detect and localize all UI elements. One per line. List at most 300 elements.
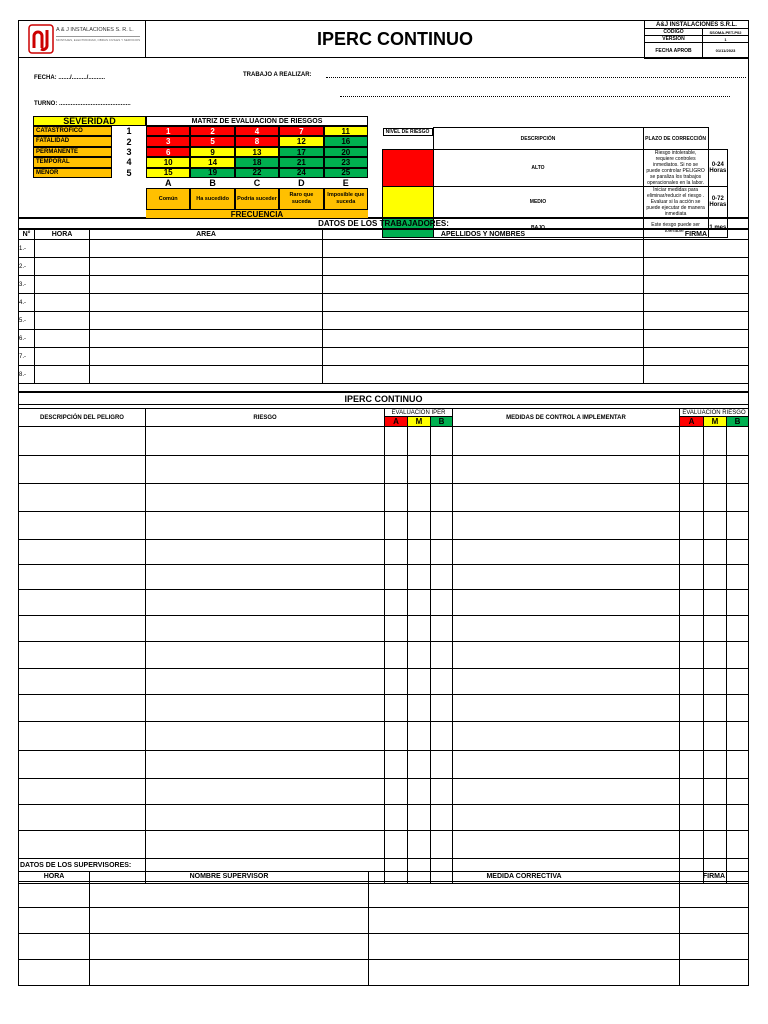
- iperc-cell[interactable]: [680, 427, 704, 456]
- frequency-letter: E: [342, 178, 349, 188]
- workers-table: [18, 229, 749, 384]
- iperc-cell[interactable]: [704, 456, 727, 484]
- iperc-cell[interactable]: [146, 565, 385, 590]
- iperc-cell[interactable]: [19, 512, 146, 540]
- iperc-cell[interactable]: [453, 642, 680, 669]
- iperc-cell[interactable]: [727, 565, 749, 590]
- iperc-cell[interactable]: [146, 722, 385, 751]
- iperc-cell[interactable]: [727, 722, 749, 751]
- iperc-cell[interactable]: [385, 540, 408, 565]
- matrix-cell: 11: [324, 126, 368, 136]
- supervisor-cell[interactable]: [90, 882, 369, 908]
- worker-cell[interactable]: [644, 312, 749, 330]
- matrix-cell: 16: [324, 136, 368, 146]
- iperc-row: [19, 427, 749, 456]
- iperc-cell[interactable]: [680, 805, 704, 831]
- eval-riesgo-a: A: [680, 417, 704, 427]
- worker-cell[interactable]: [644, 348, 749, 366]
- trabajo-line-2[interactable]: [340, 89, 730, 97]
- version-value: 1: [703, 36, 749, 43]
- iperc-cell[interactable]: [19, 427, 146, 456]
- iperc-cell[interactable]: [431, 669, 453, 695]
- iperc-cell[interactable]: [19, 540, 146, 565]
- iperc-cell[interactable]: [19, 805, 146, 831]
- matrix-cell: 17: [279, 147, 323, 157]
- iperc-cell[interactable]: [408, 512, 431, 540]
- iperc-cell[interactable]: [19, 456, 146, 484]
- iperc-cell[interactable]: [146, 805, 385, 831]
- worker-cell[interactable]: [323, 312, 644, 330]
- iperc-cell[interactable]: [680, 512, 704, 540]
- worker-cell[interactable]: [323, 258, 644, 276]
- severity-number: 2: [126, 136, 132, 147]
- iperc-cell[interactable]: [680, 669, 704, 695]
- iperc-cell[interactable]: [385, 512, 408, 540]
- iperc-cell[interactable]: [408, 805, 431, 831]
- frequency-letter: C: [253, 178, 261, 188]
- worker-cell[interactable]: [90, 330, 323, 348]
- iperc-cell[interactable]: [704, 751, 727, 779]
- worker-cell[interactable]: [644, 240, 749, 258]
- frequency-letters: [146, 178, 368, 188]
- iperc-cell[interactable]: [453, 779, 680, 805]
- iperc-row: [19, 722, 749, 751]
- iperc-cell[interactable]: [431, 695, 453, 722]
- iperc-cell[interactable]: [146, 779, 385, 805]
- iperc-cell[interactable]: [453, 565, 680, 590]
- iperc-cell[interactable]: [453, 540, 680, 565]
- worker-cell[interactable]: [90, 312, 323, 330]
- legend-plazo: 0-72 Horas: [708, 187, 727, 218]
- supervisor-cell[interactable]: [369, 960, 680, 986]
- iperc-cell[interactable]: [146, 484, 385, 512]
- worker-cell[interactable]: [35, 276, 90, 294]
- iperc-cell[interactable]: [385, 669, 408, 695]
- severity-label: CATASTROFICO: [33, 126, 112, 136]
- iperc-cell[interactable]: [453, 427, 680, 456]
- severidad-title: SEVERIDAD: [33, 116, 146, 126]
- iperc-cell[interactable]: [727, 427, 749, 456]
- iperc-cell[interactable]: [431, 616, 453, 642]
- iperc-header-riesgo: RIESGO: [146, 409, 385, 427]
- risk-matrix: [33, 126, 368, 178]
- supervisor-cell[interactable]: [369, 882, 680, 908]
- iperc-cell[interactable]: [146, 642, 385, 669]
- iperc-cell[interactable]: [704, 512, 727, 540]
- iperc-cell[interactable]: [385, 565, 408, 590]
- worker-row: [19, 312, 749, 330]
- iperc-cell[interactable]: [19, 590, 146, 616]
- worker-cell[interactable]: [90, 276, 323, 294]
- iperc-row: [19, 540, 749, 565]
- iperc-cell[interactable]: [431, 590, 453, 616]
- iperc-cell[interactable]: [727, 751, 749, 779]
- supervisor-cell[interactable]: [680, 882, 749, 908]
- workers-header-hora: HORA: [35, 230, 90, 240]
- iperc-cell[interactable]: [704, 484, 727, 512]
- supervisor-cell[interactable]: [19, 908, 90, 934]
- iperc-cell[interactable]: [704, 642, 727, 669]
- worker-row: [19, 240, 749, 258]
- worker-cell[interactable]: [644, 294, 749, 312]
- workers-spacer: [18, 382, 749, 392]
- worker-cell[interactable]: [35, 258, 90, 276]
- supervisor-cell[interactable]: [680, 934, 749, 960]
- workers-header-num: N°: [19, 230, 35, 240]
- iperc-cell[interactable]: [453, 484, 680, 512]
- workers-header-area: AREA: [90, 230, 323, 240]
- workers-header-firma: FIRMA: [644, 230, 749, 240]
- matrix-title: MATRIZ DE EVALUACION DE RIESGOS: [146, 116, 368, 126]
- iperc-cell[interactable]: [385, 831, 408, 859]
- worker-cell[interactable]: [35, 240, 90, 258]
- iperc-cell[interactable]: [385, 590, 408, 616]
- iperc-cell[interactable]: [680, 484, 704, 512]
- fecha-aprob-label: FECHA APROB: [645, 43, 703, 59]
- legend-swatch-yellow: [383, 187, 434, 218]
- worker-cell[interactable]: [644, 276, 749, 294]
- iperc-cell[interactable]: [704, 590, 727, 616]
- eval-riesgo-b: B: [727, 417, 749, 427]
- trabajo-label: TRABAJO A REALIZAR:: [243, 72, 312, 78]
- legend-row-medio: [383, 187, 728, 218]
- iperc-cell[interactable]: [680, 456, 704, 484]
- iperc-cell[interactable]: [680, 616, 704, 642]
- supervisor-cell[interactable]: [90, 934, 369, 960]
- company-logo: [28, 24, 54, 54]
- legend-swatch-red: [383, 150, 434, 187]
- iperc-cell[interactable]: [408, 669, 431, 695]
- sup-header-nombre: NOMBRE SUPERVISOR: [90, 872, 369, 882]
- iperc-cell[interactable]: [680, 751, 704, 779]
- iperc-cell[interactable]: [385, 751, 408, 779]
- iperc-cell[interactable]: [727, 805, 749, 831]
- codigo-label: CODIGO: [645, 29, 703, 36]
- supervisors-table: [18, 871, 749, 986]
- iperc-cell[interactable]: [431, 427, 453, 456]
- version-label: VERSION: [645, 36, 703, 43]
- turno-field[interactable]: TURNO: ...........................................: [34, 101, 131, 107]
- iperc-cell[interactable]: [431, 540, 453, 565]
- sup-header-hora: HORA: [19, 872, 90, 882]
- worker-cell[interactable]: [644, 258, 749, 276]
- iperc-cell[interactable]: [727, 669, 749, 695]
- iperc-cell[interactable]: [408, 484, 431, 512]
- worker-cell[interactable]: [323, 276, 644, 294]
- worker-row-number: 2.-: [19, 258, 35, 276]
- iperc-cell[interactable]: [704, 805, 727, 831]
- legend-level: ALTO: [433, 150, 643, 187]
- matrix-cell: 9: [190, 147, 234, 157]
- iperc-row: [19, 669, 749, 695]
- supervisor-cell[interactable]: [19, 934, 90, 960]
- matrix-cell: 15: [146, 168, 190, 178]
- iperc-cell[interactable]: [453, 669, 680, 695]
- worker-cell[interactable]: [90, 240, 323, 258]
- iperc-cell[interactable]: [680, 590, 704, 616]
- supervisor-cell[interactable]: [680, 908, 749, 934]
- iperc-cell[interactable]: [19, 751, 146, 779]
- iperc-cell[interactable]: [453, 616, 680, 642]
- iperc-cell[interactable]: [704, 722, 727, 751]
- supervisor-row: [19, 908, 749, 934]
- iperc-cell[interactable]: [19, 669, 146, 695]
- fecha-field[interactable]: FECHA: ......./........./..........: [34, 75, 106, 81]
- legend-desc: Riesgo intolerable, requiere controles inmediatos. Si no se puede controlar PELIGRO se paraliza los trabajos operacionales en la labor.: [643, 150, 708, 187]
- iperc-row: [19, 456, 749, 484]
- iperc-cell[interactable]: [431, 642, 453, 669]
- worker-cell[interactable]: [35, 312, 90, 330]
- iperc-cell[interactable]: [453, 590, 680, 616]
- supervisor-row: [19, 882, 749, 908]
- worker-cell[interactable]: [35, 366, 90, 384]
- iperc-cell[interactable]: [146, 751, 385, 779]
- iperc-cell[interactable]: [408, 456, 431, 484]
- worker-cell[interactable]: [323, 366, 644, 384]
- legend-desc: Este riesgo puede ser tolerable .: [643, 218, 708, 238]
- worker-cell[interactable]: [323, 330, 644, 348]
- iperc-cell[interactable]: [19, 831, 146, 859]
- iperc-cell[interactable]: [453, 831, 680, 859]
- iperc-cell[interactable]: [19, 616, 146, 642]
- iperc-cell[interactable]: [453, 805, 680, 831]
- iperc-cell[interactable]: [408, 616, 431, 642]
- iperc-title: IPERC CONTINUO: [18, 392, 749, 405]
- iperc-cell[interactable]: [727, 512, 749, 540]
- matrix-cell: 1: [146, 126, 190, 136]
- iperc-cell[interactable]: [431, 831, 453, 859]
- supervisor-cell[interactable]: [369, 934, 680, 960]
- worker-cell[interactable]: [323, 348, 644, 366]
- supervisor-cell[interactable]: [369, 908, 680, 934]
- legend-desc: Iniciar medidas para eliminar/reducir el riesgo . Evaluar si la acción se puede ejecutar de manera inmediata: [643, 187, 708, 218]
- matrix-cell: 18: [235, 157, 279, 167]
- iperc-cell[interactable]: [19, 722, 146, 751]
- frequency-label: Podría suceder: [235, 188, 279, 210]
- severity-label: FATALIDAD: [33, 136, 112, 146]
- iperc-row: [19, 484, 749, 512]
- iperc-cell[interactable]: [431, 805, 453, 831]
- iperc-cell[interactable]: [408, 751, 431, 779]
- worker-cell[interactable]: [644, 366, 749, 384]
- iperc-cell[interactable]: [19, 642, 146, 669]
- iperc-cell[interactable]: [146, 616, 385, 642]
- severity-number: 1: [126, 126, 132, 137]
- iperc-cell[interactable]: [431, 512, 453, 540]
- iperc-cell[interactable]: [385, 722, 408, 751]
- worker-cell[interactable]: [90, 294, 323, 312]
- sup-header-medida: MEDIDA CORRECTIVA: [369, 872, 680, 882]
- iperc-cell[interactable]: [727, 695, 749, 722]
- worker-cell[interactable]: [35, 348, 90, 366]
- iperc-cell[interactable]: [431, 565, 453, 590]
- iperc-cell[interactable]: [408, 540, 431, 565]
- iperc-cell[interactable]: [408, 831, 431, 859]
- iperc-cell[interactable]: [453, 456, 680, 484]
- iperc-cell[interactable]: [704, 616, 727, 642]
- iperc-cell[interactable]: [453, 751, 680, 779]
- iperc-cell[interactable]: [19, 695, 146, 722]
- document-title: IPERC CONTINUO: [316, 28, 473, 49]
- worker-cell[interactable]: [35, 294, 90, 312]
- iperc-cell[interactable]: [727, 831, 749, 859]
- iperc-cell[interactable]: [680, 831, 704, 859]
- iperc-cell[interactable]: [727, 540, 749, 565]
- worker-cell[interactable]: [323, 294, 644, 312]
- iperc-cell[interactable]: [431, 456, 453, 484]
- supervisor-cell[interactable]: [90, 960, 369, 986]
- iperc-table: [18, 408, 749, 884]
- iperc-cell[interactable]: [146, 512, 385, 540]
- iperc-cell[interactable]: [704, 565, 727, 590]
- supervisor-cell[interactable]: [90, 908, 369, 934]
- iperc-cell[interactable]: [146, 831, 385, 859]
- iperc-cell[interactable]: [727, 456, 749, 484]
- worker-row-number: 1.-: [19, 240, 35, 258]
- iperc-cell[interactable]: [146, 590, 385, 616]
- matrix-cell: 23: [324, 157, 368, 167]
- matrix-cell: 19: [190, 168, 234, 178]
- matrix-cell: 6: [146, 147, 190, 157]
- supervisors-title: DATOS DE LOS SUPERVISORES:: [20, 862, 132, 869]
- worker-cell[interactable]: [35, 330, 90, 348]
- worker-cell[interactable]: [90, 366, 323, 384]
- matrix-cell: 24: [279, 168, 323, 178]
- severity-label: TEMPORAL: [33, 157, 112, 167]
- eval-iper-b: B: [431, 417, 453, 427]
- iperc-row: [19, 779, 749, 805]
- frequency-label: Raro que suceda: [279, 188, 323, 210]
- iperc-cell[interactable]: [727, 484, 749, 512]
- frequency-label: Ha sucedido: [190, 188, 234, 210]
- supervisor-cell[interactable]: [19, 960, 90, 986]
- worker-row: [19, 348, 749, 366]
- severity-label: PERMANENTE: [33, 147, 112, 157]
- iperc-cell[interactable]: [19, 779, 146, 805]
- iperc-cell[interactable]: [385, 484, 408, 512]
- eval-riesgo-m: M: [704, 417, 727, 427]
- severity-number: 4: [126, 157, 132, 168]
- iperc-cell[interactable]: [146, 540, 385, 565]
- iperc-cell[interactable]: [146, 427, 385, 456]
- iperc-cell[interactable]: [680, 722, 704, 751]
- iperc-cell[interactable]: [704, 779, 727, 805]
- iperc-row: [19, 831, 749, 859]
- iperc-cell[interactable]: [453, 512, 680, 540]
- iperc-cell[interactable]: [19, 565, 146, 590]
- iperc-cell[interactable]: [453, 722, 680, 751]
- iperc-cell[interactable]: [727, 590, 749, 616]
- document-info-table: [644, 20, 749, 59]
- iperc-cell[interactable]: [680, 540, 704, 565]
- supervisor-cell[interactable]: [680, 960, 749, 986]
- worker-cell[interactable]: [323, 240, 644, 258]
- iperc-cell[interactable]: [431, 722, 453, 751]
- matrix-cell: 4: [235, 126, 279, 136]
- iperc-cell[interactable]: [431, 779, 453, 805]
- worker-cell[interactable]: [90, 258, 323, 276]
- workers-title: DATOS DE LOS TRABAJADORES:: [18, 218, 749, 229]
- iperc-cell[interactable]: [704, 540, 727, 565]
- severity-number: 3: [126, 146, 132, 157]
- iperc-cell[interactable]: [385, 642, 408, 669]
- iperc-row: [19, 616, 749, 642]
- iperc-cell[interactable]: [727, 779, 749, 805]
- frequency-labels: [146, 188, 368, 210]
- iperc-cell[interactable]: [408, 590, 431, 616]
- iperc-cell[interactable]: [146, 456, 385, 484]
- supervisor-cell[interactable]: [19, 882, 90, 908]
- iperc-cell[interactable]: [680, 565, 704, 590]
- iperc-cell[interactable]: [408, 642, 431, 669]
- iperc-cell[interactable]: [680, 642, 704, 669]
- iperc-cell[interactable]: [453, 695, 680, 722]
- iperc-row: [19, 751, 749, 779]
- iperc-cell[interactable]: [704, 669, 727, 695]
- iperc-row: [19, 805, 749, 831]
- iperc-cell[interactable]: [704, 427, 727, 456]
- legend-header-desc: DESCRIPCIÓN: [433, 128, 643, 150]
- worker-row: [19, 294, 749, 312]
- trabajo-line-1[interactable]: [326, 70, 746, 78]
- worker-cell[interactable]: [644, 330, 749, 348]
- iperc-cell[interactable]: [704, 695, 727, 722]
- fecha-aprob-value: 01/11/2023: [703, 43, 749, 59]
- iperc-cell[interactable]: [680, 695, 704, 722]
- matrix-cell: 13: [235, 147, 279, 157]
- iperc-cell[interactable]: [19, 484, 146, 512]
- iperc-row: [19, 512, 749, 540]
- matrix-cell: 8: [235, 136, 279, 146]
- iperc-cell[interactable]: [727, 642, 749, 669]
- iperc-cell[interactable]: [385, 616, 408, 642]
- iperc-cell[interactable]: [408, 779, 431, 805]
- company-name: A & J INSTALACIONES S. R. L.: [56, 27, 134, 33]
- supervisor-row: [19, 960, 749, 986]
- codigo-value: SSOMA-PET-P02: [703, 29, 749, 36]
- frequency-letter: D: [298, 178, 305, 188]
- iperc-cell[interactable]: [408, 695, 431, 722]
- iperc-cell[interactable]: [408, 565, 431, 590]
- worker-row-number: 4.-: [19, 294, 35, 312]
- iperc-cell[interactable]: [385, 695, 408, 722]
- iperc-cell[interactable]: [408, 427, 431, 456]
- matrix-cell: 14: [190, 157, 234, 167]
- iperc-cell[interactable]: [385, 779, 408, 805]
- legend-plazo: 1 mes: [708, 218, 727, 238]
- iperc-cell[interactable]: [146, 695, 385, 722]
- worker-cell[interactable]: [90, 348, 323, 366]
- worker-row-number: 5.-: [19, 312, 35, 330]
- worker-row: [19, 366, 749, 384]
- info-company: A&J INSTALACIONES S.R.L.: [645, 21, 749, 29]
- worker-row-number: 7.-: [19, 348, 35, 366]
- iperc-cell[interactable]: [431, 484, 453, 512]
- iperc-cell[interactable]: [146, 669, 385, 695]
- iperc-cell[interactable]: [408, 722, 431, 751]
- matrix-cell: 22: [235, 168, 279, 178]
- iperc-row: [19, 590, 749, 616]
- iperc-cell[interactable]: [727, 616, 749, 642]
- iperc-cell[interactable]: [431, 751, 453, 779]
- iperc-cell[interactable]: [385, 456, 408, 484]
- worker-row: [19, 330, 749, 348]
- iperc-cell[interactable]: [680, 779, 704, 805]
- iperc-cell[interactable]: [385, 805, 408, 831]
- iperc-cell[interactable]: [704, 831, 727, 859]
- worker-row: [19, 276, 749, 294]
- iperc-cell[interactable]: [385, 427, 408, 456]
